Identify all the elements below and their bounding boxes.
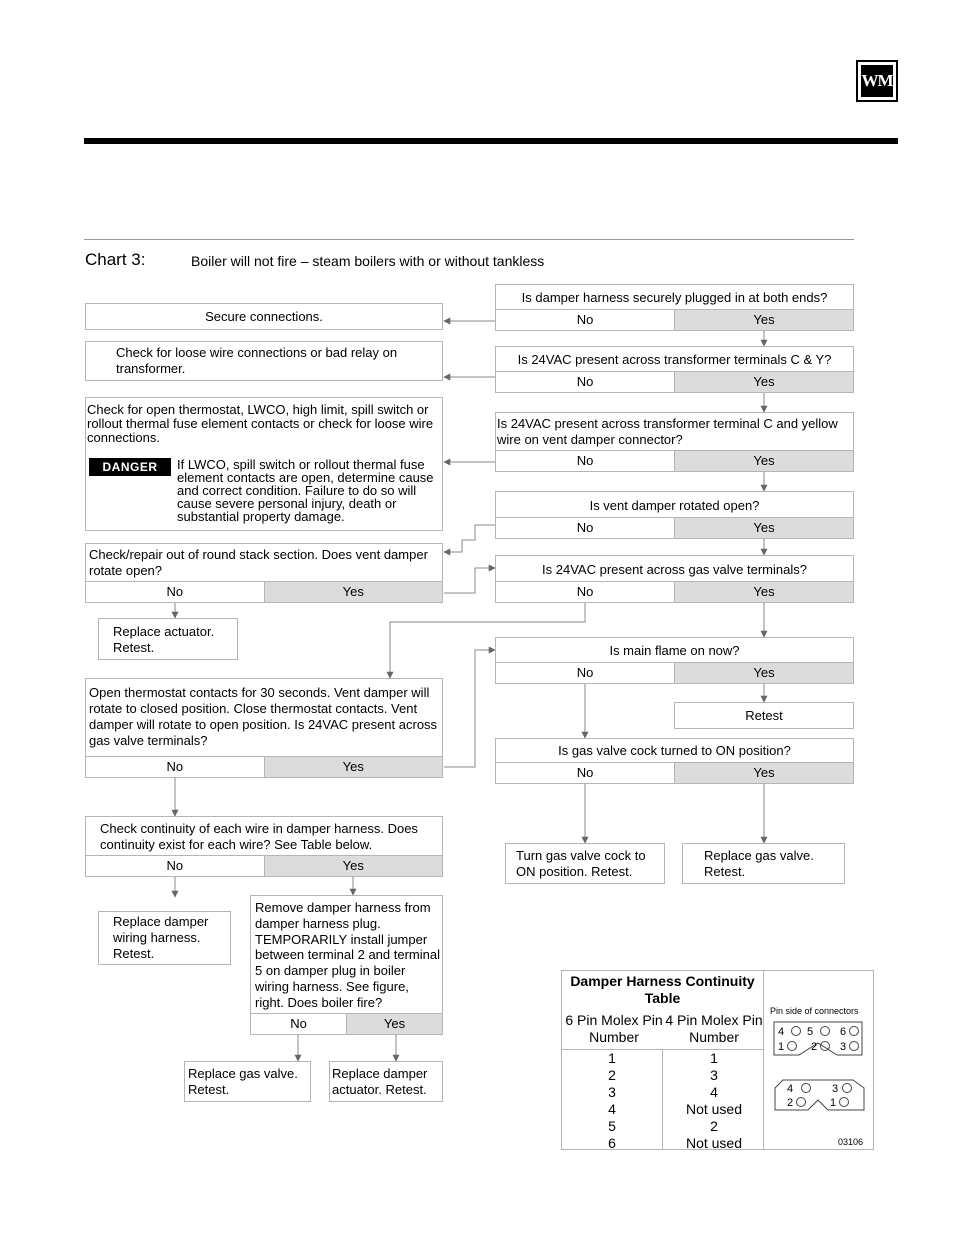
yes-branch: Yes [264, 582, 443, 602]
yes-branch: Yes [674, 372, 853, 392]
secure-connections-box: Secure connections. [85, 303, 443, 330]
check-loose-wire-box: Check for loose wire connections or bad relay on transformer. [85, 341, 443, 381]
check-open-text: Check for open thermostat, LWCO, high limit, spill switch or rollout thermal fuse element contacts or check for loose wire connections. [87, 402, 434, 445]
logo-mark: WM [861, 65, 893, 97]
pin-label: 4 [778, 1026, 785, 1038]
pin-hole [802, 1084, 811, 1093]
no-branch: No [496, 518, 674, 538]
turn-gas-cock-box: Turn gas valve cock to ON position. Retest. [505, 843, 665, 884]
pin-label: 3 [832, 1083, 839, 1095]
pin-label: 4 [787, 1083, 794, 1095]
no-branch: No [86, 757, 264, 777]
question-text: Is 24VAC present across gas valve terminals? [542, 562, 807, 577]
no-branch: No [496, 310, 674, 330]
yes-branch: Yes [674, 663, 853, 683]
question-text: Is gas valve cock turned to ON position? [558, 743, 791, 758]
question-text: Is vent damper rotated open? [589, 498, 760, 513]
pin-label: 1 [778, 1041, 785, 1053]
yes-branch: Yes [674, 451, 853, 471]
no-branch: No [251, 1014, 346, 1034]
yes-branch: Yes [674, 310, 853, 330]
pin-hole [797, 1098, 806, 1107]
danger-label: DANGER [89, 458, 171, 476]
pin-label: 1 [830, 1097, 837, 1109]
no-branch: No [86, 856, 264, 876]
replace-harness-box: Replace damper wiring harness. Retest. [98, 911, 231, 965]
replace-damper-actuator-box: Replace damper actuator. Retest. [329, 1061, 443, 1102]
pin-label: 3 [840, 1041, 847, 1053]
pin-label: 2 [811, 1041, 818, 1053]
no-branch: No [496, 582, 674, 602]
question-text: Is main flame on now? [609, 643, 740, 658]
pin-hole [850, 1027, 859, 1036]
replace-actuator-box: Replace actuator. Retest. [98, 618, 238, 660]
chart-title: Boiler will not fire – steam boilers with or without tankless [191, 253, 545, 269]
question-text: Check/repair out of round stack section. Does vent damper rotate open? [89, 547, 428, 578]
question-text: Remove damper harness from damper harness plug. TEMPORARILY install jumper between terminal 2 and terminal 5 on damper plug in boiler wiring harness. See figure, right. Does boiler fire? [255, 900, 440, 1010]
pin-side-label: Pin side of connectors [770, 1006, 859, 1016]
table-header-6pin: 6 Pin Molex Pin Number [565, 1012, 663, 1045]
pin-hole [821, 1027, 830, 1036]
table-header-4pin: 4 Pin Molex Pin Number [665, 1012, 763, 1045]
table-4pin-values: 1 3 4 Not used 2 Not used [685, 1050, 743, 1151]
pin-hole [840, 1098, 849, 1107]
question-text: Check continuity of each wire in damper harness. Does continuity exist for each wire? See Table below. [100, 821, 418, 852]
table-6pin-values: 1 2 3 4 5 6 [608, 1050, 616, 1151]
chart-number: Chart 3: [85, 250, 146, 269]
yes-branch: Yes [346, 1014, 442, 1034]
replace-gas-valve-left-box: Replace gas valve. Retest. [184, 1061, 311, 1102]
pin-hole [850, 1042, 859, 1051]
question-text: Is damper harness securely plugged in at both ends? [521, 290, 828, 305]
pin-hole [843, 1084, 852, 1093]
table-title: Damper Harness Continuity Table [570, 973, 755, 1006]
pin-hole [788, 1042, 797, 1051]
question-text: Is 24VAC present across transformer terminal C and yellow wire on vent damper connector? [497, 416, 838, 447]
pin-label: 6 [840, 1026, 847, 1038]
question-text: Is 24VAC present across transformer terminals C & Y? [517, 352, 832, 367]
no-branch: No [496, 372, 674, 392]
question-text: Open thermostat contacts for 30 seconds. Vent damper will rotate to closed position. Close thermostat contacts. Vent damper will rotate to open position. Is 24VAC present across gas valve terminals? [89, 685, 438, 748]
pin-label: 5 [807, 1026, 814, 1038]
yes-branch: Yes [674, 582, 853, 602]
pin-label: 2 [787, 1097, 794, 1109]
yes-branch: Yes [264, 757, 443, 777]
figure-code: 03106 [838, 1137, 864, 1147]
no-branch: No [496, 763, 674, 783]
danger-text: If LWCO, spill switch or rollout thermal fuse element contacts are open, determine cause and correct condition. Failure to do so will cause severe personal injury, death or substantial property damage. [177, 457, 434, 524]
no-branch: No [496, 663, 674, 683]
replace-gas-valve-box: Replace gas valve. Retest. [682, 843, 845, 884]
pin-hole [792, 1027, 801, 1036]
yes-branch: Yes [674, 763, 853, 783]
no-branch: No [86, 582, 264, 602]
six-pin-connector-outline [774, 1022, 862, 1055]
retest-box: Retest [674, 702, 854, 729]
yes-branch: Yes [264, 856, 443, 876]
yes-branch: Yes [674, 518, 853, 538]
no-branch: No [496, 451, 674, 471]
